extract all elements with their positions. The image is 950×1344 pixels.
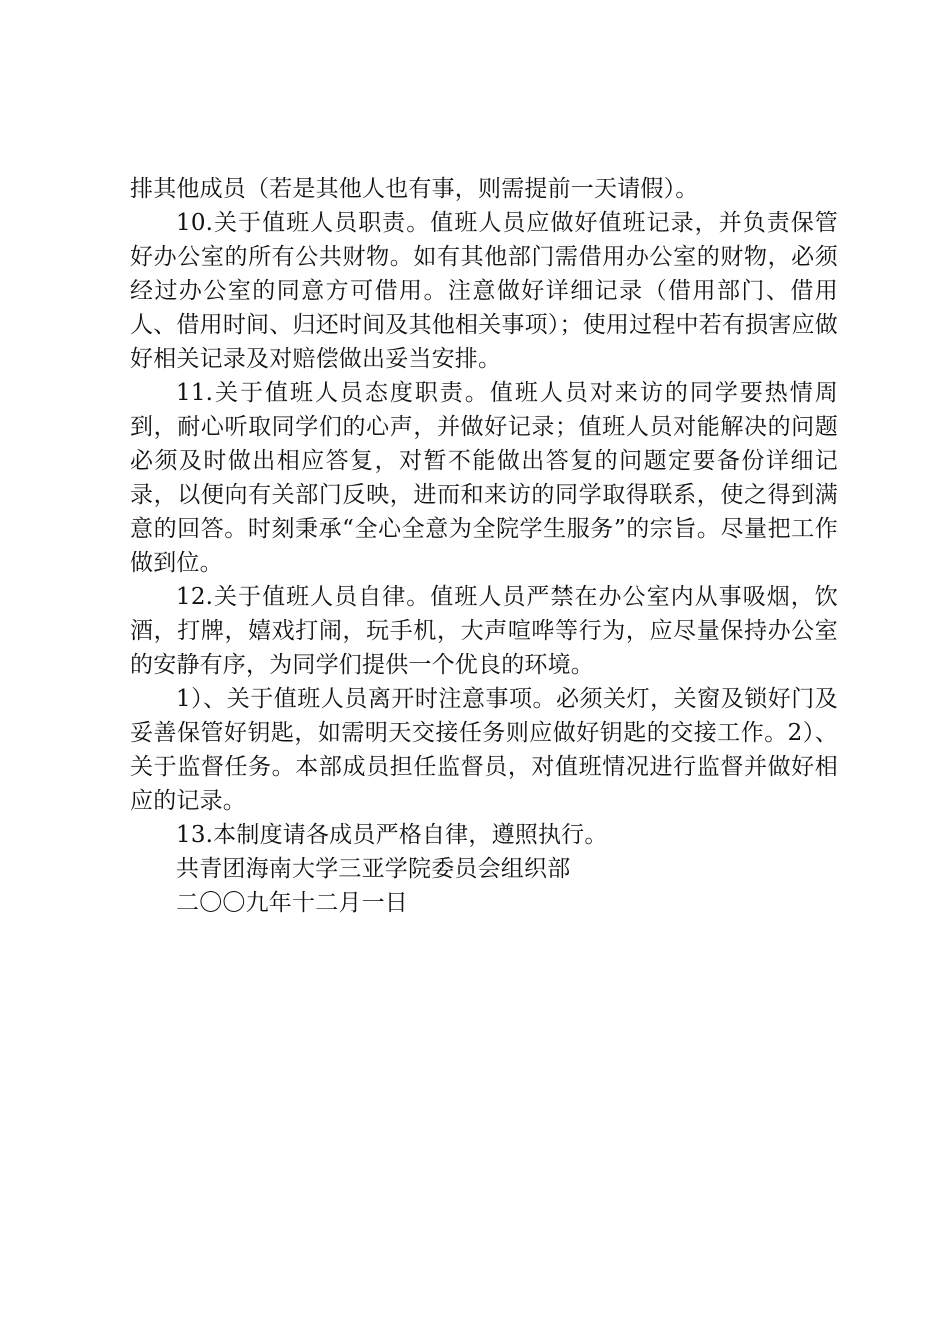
- signature-date: 二〇〇九年十二月一日: [176, 890, 408, 916]
- paragraph-item-11: 11.关于值班人员态度职责。值班人员对来访的同学要热情周到，耐心听取同学们的心声，并做好记录；值班人员对能解决的问题必须及时做出相应答复，对暂不能做出答复的问题定要备份详细记录，以便向有关部门反映，进而和来访的同学取得联系，使之得到满意的回答。时刻秉承“全心全意为全院学生服务”的宗旨。尽量把工作做到位。: [130, 380, 838, 576]
- document-body: [130, 172, 838, 920]
- signature-organization: 共青团海南大学三亚学院委员会组织部: [176, 856, 571, 882]
- paragraph-item-12: 12.关于值班人员自律。值班人员严禁在办公室内从事吸烟，饮酒，打牌，嬉戏打闹，玩手机，大声喧哗等行为，应尽量保持办公室的安静有序，为同学们提供一个优良的环境。: [130, 584, 838, 678]
- paragraph-item-10: 10.关于值班人员职责。值班人员应做好值班记录，并负责保管好办公室的所有公共财物。如有其他部门需借用办公室的财物，必须经过办公室的同意方可借用。注意做好详细记录（借用部门、借用人、借用时间、归还时间及其他相关事项）；使用过程中若有损害应做好相关记录及对赔偿做出妥当安排。: [130, 210, 838, 372]
- paragraph-item-12-subitems: 1）、关于值班人员离开时注意事项。必须关灯，关窗及锁好门及妥善保管好钥匙，如需明天交接任务则应做好钥匙的交接工作。2）、关于监督任务。本部成员担任监督员，对值班情况进行监督并做好相应的记录。: [130, 686, 838, 814]
- paragraph-item-13: 13.本制度请各成员严格自律，遵照执行。: [176, 822, 608, 848]
- paragraph-continuation: 排其他成员（若是其他人也有事，则需提前一天请假）。: [130, 176, 699, 202]
